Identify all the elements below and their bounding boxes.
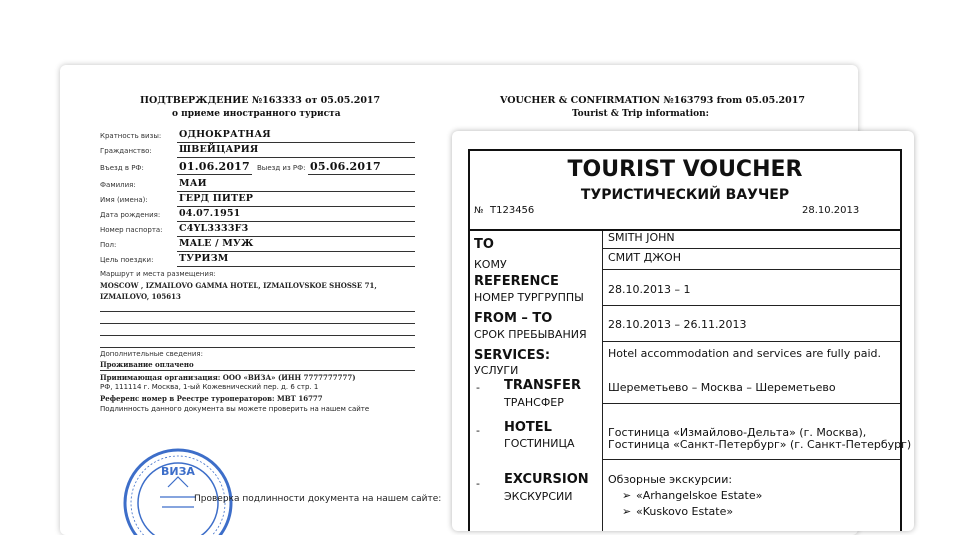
voucher-header (470, 151, 900, 231)
purpose-value: ТУРИЗМ (179, 253, 229, 264)
excursion-value: Обзорные экскурсии: (608, 473, 733, 486)
org-label: Принимающая организация: ООО «ВИЗА» (ИНН 7777777777) (100, 373, 356, 382)
excursion-bullet-icon: ➢ (622, 489, 632, 502)
left-title-line1: ПОДТВЕРЖДЕНИЕ №163333 от 05.05.2017 (140, 95, 381, 106)
from-to-value: 28.10.2013 – 26.11.2013 (608, 318, 747, 331)
verify-text: Подлинность данного документа вы можете проверить на нашем сайте (100, 405, 370, 413)
excursion-item-1: «Arhangelskoe Estate» (636, 489, 763, 502)
exit-label: Выезд из РФ: (257, 164, 306, 172)
names-label: Имя (имена): (100, 196, 148, 204)
surname-label: Фамилия: (100, 181, 136, 189)
hotel-value-2: Гостиница «Санкт-Петербург» (г. Санкт-Петербург) (608, 438, 912, 451)
exit-value: 05.06.2017 (310, 160, 381, 173)
right-title-line1: VOUCHER & CONFIRMATION №163793 from 05.05.2017 (500, 95, 805, 106)
reg-number: Референс номер в Реестре туроператоров: МВТ 16777 (100, 394, 323, 403)
voucher-number-prefix: № (474, 206, 484, 216)
org-address: РФ, 111114 г. Москва, 1-ый Кожевнический пер. д. 6 стр. 1 (100, 383, 319, 391)
route-line1: MOSCOW , IZMAILOVO GAMMA HOTEL, IZMAILOVSKOE SHOSSE 71, (100, 281, 377, 290)
from-to-label: FROM – TO (474, 311, 553, 326)
to-label: TO (474, 237, 494, 252)
dob-value: 04.07.1951 (179, 208, 241, 219)
hotel-label: HOTEL (504, 420, 552, 435)
company-stamp (122, 447, 234, 535)
voucher-table: TO КОМУ SMITH JOHN СМИТ ДЖОН REFERENCE НОМЕР ТУРГРУППЫ 28.10.2013 – 1 FROM – TO СРОК ПРЕБЫВАНИЯ 28.10.2013 – 26.11.2013 SERVICES: УСЛУГИ Hotel accommodation and services are fully paid. - TRANSFER ТРАНСФЕР Шереметьево – Москва – Шереметьево - HOTEL ГОСТИНИЦА Гостиница «Измайлово-Дельта» (г. Москва), Гостиница «Санкт-Петербург» (г. Санкт-Петербург) - EXCURSION ЭКСКУРСИИ Обзорные экскурсии: ➢ «Arhangelskoe Estate» ➢ «Kuskovo Estate» (470, 231, 900, 531)
bottom-verify-text: Проверка подлинности документа на нашем сайте: (194, 494, 442, 504)
surname-value: МАИ (179, 178, 207, 189)
hotel-value-1: Гостиница «Измайлово-Дельта» (г. Москва), (608, 426, 867, 439)
transfer-label: TRANSFER (504, 378, 581, 393)
from-to-sub: СРОК ПРЕБЫВАНИЯ (474, 328, 587, 341)
names-value: ГЕРД ПИТЕР (179, 193, 254, 204)
services-value: Hotel accommodation and services are fully paid. (608, 347, 881, 360)
excursion-bullet-icon: ➢ (622, 505, 632, 518)
passport-label: Номер паспорта: (100, 226, 163, 234)
voucher-frame (468, 149, 912, 531)
excursion-sub: ЭКСКУРСИИ (504, 490, 573, 503)
purpose-label: Цель поездки: (100, 256, 154, 264)
services-label: SERVICES: (474, 348, 551, 363)
entry-label: Въезд в РФ: (100, 164, 144, 172)
excursion-label: EXCURSION (504, 472, 589, 487)
voucher-title: TOURIST VOUCHER (567, 157, 803, 182)
excursion-item-2: «Kuskovo Estate» (636, 505, 734, 518)
voucher-subtitle: ТУРИСТИЧЕСКИЙ ВАУЧЕР (580, 187, 790, 203)
to-value-1: SMITH JOHN (608, 231, 675, 244)
sex-label: Пол: (100, 241, 117, 249)
left-title-line2: о приеме иностранного туриста (172, 109, 341, 119)
citizenship-value: ШВЕЙЦАРИЯ (179, 144, 259, 155)
extra-value: Проживание оплачено (100, 360, 194, 369)
to-sub: КОМУ (474, 258, 507, 271)
route-label: Маршрут и места размещения: (100, 270, 216, 278)
visa-multiplicity-label: Кратность визы: (100, 132, 162, 140)
passport-value: C4YL3333F3 (179, 223, 249, 234)
citizenship-label: Гражданство: (100, 147, 152, 155)
reference-value: 28.10.2013 – 1 (608, 283, 691, 296)
to-value-2: СМИТ ДЖОН (608, 251, 681, 264)
transfer-sub: ТРАНСФЕР (504, 396, 564, 409)
extra-label: Дополнительные сведения: (100, 350, 203, 358)
sex-value: MALE / МУЖ (179, 238, 254, 249)
dob-label: Дата рождения: (100, 211, 161, 219)
visa-multiplicity-value: ОДНОКРАТНАЯ (179, 129, 271, 140)
voucher-date: 28.10.2013 (802, 205, 860, 216)
transfer-value: Шереметьево – Москва – Шереметьево (608, 381, 836, 394)
reference-sub: НОМЕР ТУРГРУППЫ (474, 291, 584, 304)
stamp-text: ВИЗА (161, 465, 195, 478)
tourist-voucher-card (452, 131, 914, 531)
right-title-line2: Tourist & Trip information: (572, 109, 709, 119)
route-line2: IZMAILOVO, 105613 (100, 292, 181, 301)
voucher-number: T123456 (490, 205, 535, 216)
entry-value: 01.06.2017 (179, 160, 250, 173)
hotel-sub: ГОСТИНИЦА (504, 437, 575, 450)
reference-label: REFERENCE (474, 274, 559, 289)
services-sub: УСЛУГИ (474, 364, 519, 377)
